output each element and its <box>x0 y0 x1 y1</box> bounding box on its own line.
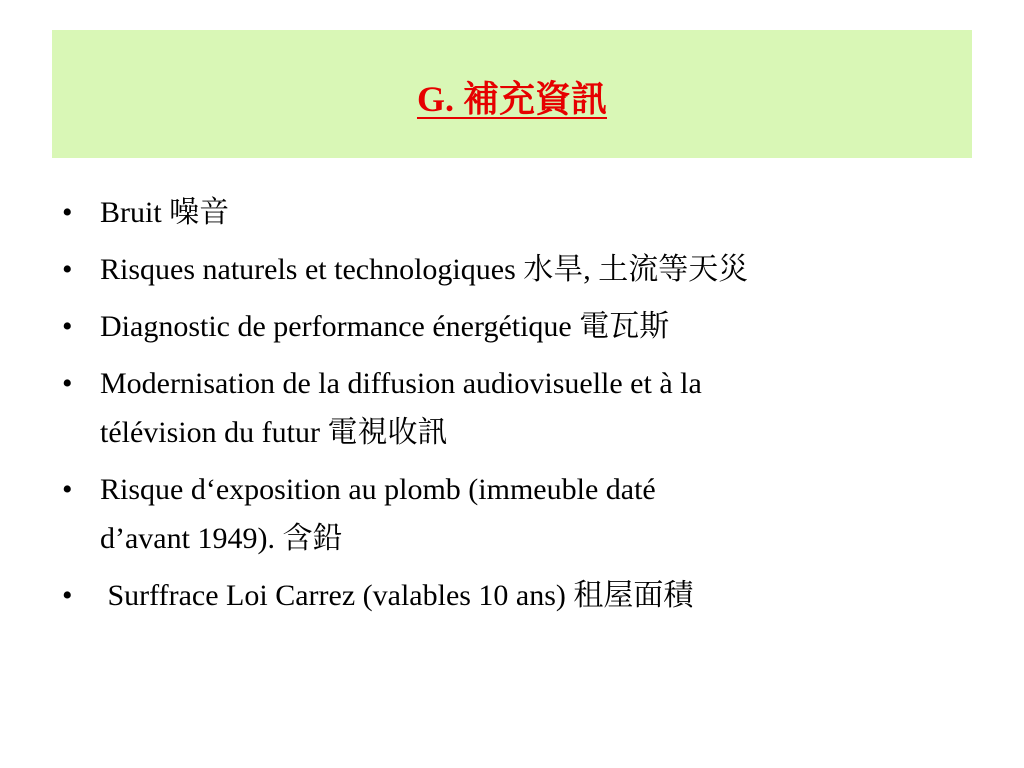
bullet-dot-icon: • <box>62 310 73 343</box>
bullet-dot-icon: • <box>62 196 73 229</box>
bullet-text: Bruit 噪音 <box>100 196 230 229</box>
bullet-text-line-1: Modernisation de la diffusion audiovisuelle et à la <box>100 367 702 400</box>
bullet-text: Diagnostic de performance énergétique 電瓦斯 <box>100 310 670 343</box>
bullet-text-line-2: télévision du futur 電視收訊 <box>100 416 448 449</box>
bullet-item-natural-risks <box>0 245 1024 294</box>
bullet-item-tv-modernisation <box>0 359 1024 457</box>
bullet-list <box>0 188 1024 628</box>
bullet-text: Risques naturels et technologiques 水旱, 土流等天災 <box>100 253 749 286</box>
bullet-dot-icon: • <box>62 579 73 612</box>
bullet-text: Surffrace Loi Carrez (valables 10 ans) 租屋面積 <box>100 579 694 612</box>
bullet-dot-icon: • <box>62 473 73 506</box>
title-banner <box>52 30 972 158</box>
bullet-item-noise <box>0 188 1024 237</box>
slide-title: G. 補充資訊 <box>416 78 607 119</box>
bullet-dot-icon: • <box>62 367 73 400</box>
bullet-text-line-1: Risque d‘exposition au plomb (immeuble daté <box>100 473 656 506</box>
bullet-text-line-2: d’avant 1949). 含鉛 <box>100 522 343 555</box>
bullet-item-energy-diagnostic <box>0 302 1024 351</box>
bullet-item-lead-risk <box>0 465 1024 563</box>
bullet-item-carrez-surface <box>0 571 1024 620</box>
bullet-dot-icon: • <box>62 253 73 286</box>
